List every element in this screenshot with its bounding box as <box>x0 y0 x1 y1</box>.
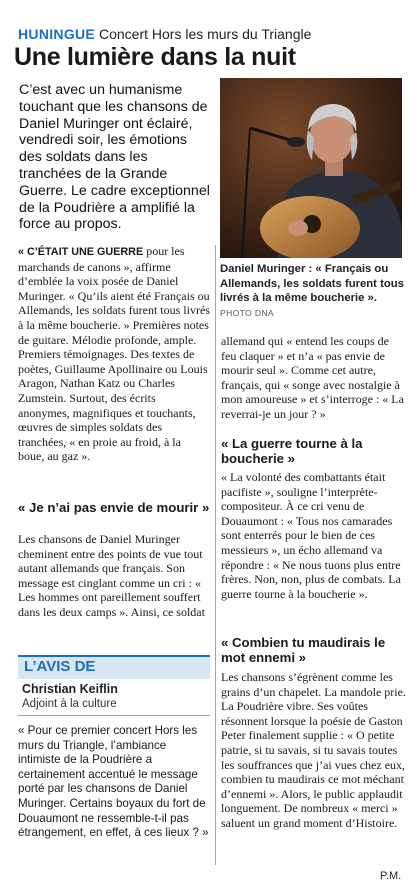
avis-divider <box>18 715 210 716</box>
col1-paragraph-1 <box>18 244 210 464</box>
performer-photo-illustration <box>220 78 402 258</box>
subheading-boucherie: « La guerre tourne à la boucherie » <box>221 436 363 466</box>
paragraph-text: pour les marchands de canons », affirme d’emblée la voix posée de Daniel Muringer. « Qu’ils aient été Français ou Allemands, les soldats furent tous livrés à la même boucherie. » Premières notes de guitare. Mélodie profonde, ample. Premiers témoignages. Des textes de poètes, Guillaume Apollinaire ou Louis Aragon, Nathan Katz ou Charles Zumstein. Surtout, des écrits anonymes, magnifiques et touchants, œuvres de simples soldats des tranchées, « en proie au froid, à la boue, au gaz ». <box>18 244 210 464</box>
author-signature: P.M. <box>380 870 402 882</box>
subheading-pas-envie: « Je n’ai pas envie de mourir » <box>18 500 210 515</box>
subheading-mot-ennemi: « Combien tu maudirais le mot ennemi » <box>221 635 386 665</box>
article-headline: Une lumière dans la nuit <box>14 43 296 71</box>
avis-person-name: Christian Keiflin <box>22 682 118 696</box>
article-lead: C’est avec un humanisme touchant que les chansons de Daniel Muringer ont éclairé, vendredi soir, les émotions des soldats dans les tranchées de la Grande Guerre. Le cadre exceptionnel de la Poudrière a amplifié la force au propos. <box>19 82 210 233</box>
col2-paragraph-1: allemand qui « entend les coups de feu claquer » et n’a « pas envie de mourir seul ». Comme cet autre, français, qui « songe avec nostalgie à mon amoureuse » et s’interroge : « La reverrai-je un jour ? » <box>221 334 404 421</box>
col2-paragraph-2: « La volonté des combattants était pacifiste », souligne l’interprète-compositeur. À ce cri venu de Douaumont : « Tous nos camarades sont enterrés pour le bien de ces messieurs », un écho allemand va répondre : « Ne nous tuons plus entre frères. Non, non, plus de combats. La guerre tourne à la boucherie ». <box>221 470 401 601</box>
avis-title: L’AVIS DE <box>24 658 96 675</box>
kicker-place: HUNINGUE <box>18 26 96 42</box>
caption-text: Daniel Muringer : « Français ou Allemands, les soldats furent tous livrés à la même boucherie ». <box>220 263 404 304</box>
col2-paragraph-3: Les chansons s’égrènent comme les grains d’un chapelet. La mandole prie. La Poudrière vibre. Ses voûtes résonnent lorsque la poésie de Gaston Peter finalement supplie : « O petite patrie, si tu savais, si tu savais toutes les souffrances que j’ai vues chez eux, combien tu maudirais ce mot méchant d’ennemi ». Alors, le public applaudit longuement. De nombreux « merci » saluent un grand moment d’Histoire. <box>221 670 406 830</box>
column-divider <box>215 245 216 865</box>
photo-credit: PHOTO DNA <box>220 307 274 318</box>
paragraph-lead-in: « C’ÉTAIT UNE GUERRE <box>18 246 144 258</box>
avis-person-role: Adjoint à la culture <box>22 698 117 710</box>
col1-paragraph-2: Les chansons de Daniel Muringer cheminent entre des points de vue tout autant allemands que français. Son message est cinglant comme un cri : « Les hommes ont pareillement souffert dans les deux camps ». Ainsi, ce soldat <box>18 532 205 619</box>
photo-caption <box>220 262 406 320</box>
avis-quote: « Pour ce premier concert Hors les murs du Triangle, l’ambiance intimiste de la Poudrière a certainement accentué le message porté par les chansons de Daniel Muringer. Certains boyaux du fort de Douaumont ne ressemble-t-il pas étrangement, en effet, à ces lieux ? » <box>18 724 209 840</box>
article-kicker <box>18 26 408 43</box>
kicker-subtitle: Concert Hors les murs du Triangle <box>98 26 312 42</box>
article-photo <box>220 78 402 258</box>
